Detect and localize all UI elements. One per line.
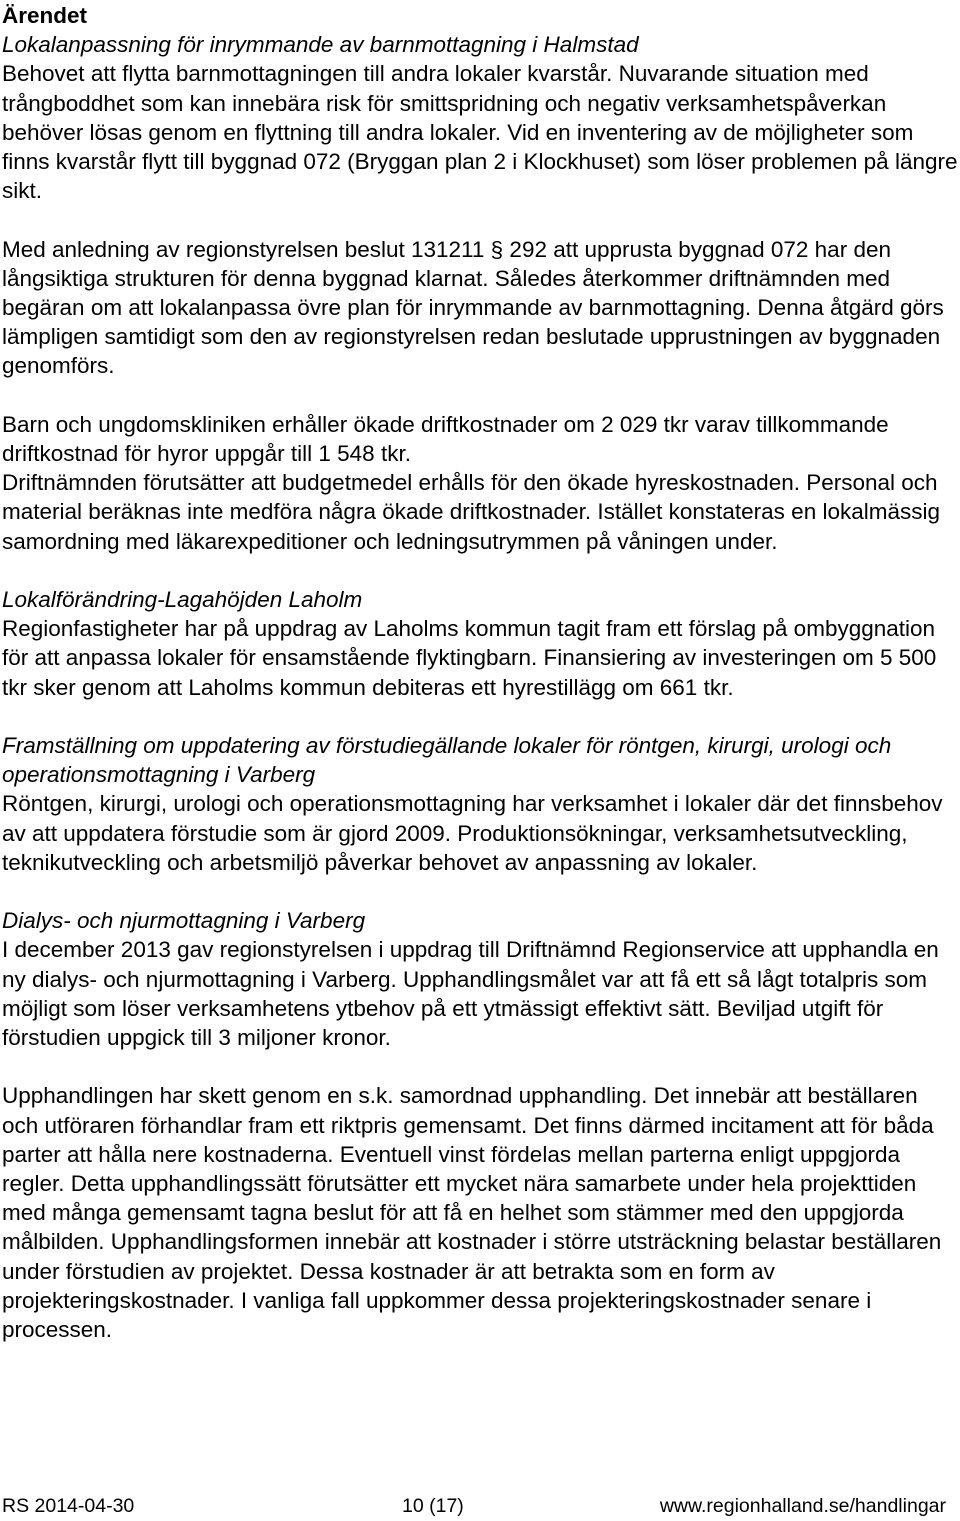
footer-page-number: 10 (17) (402, 1495, 464, 1517)
footer-url: www.regionhalland.se/handlingar (659, 1495, 946, 1517)
document-body (2, 0, 958, 1344)
section-title: Dialys- och njurmottagning i Varberg (2, 908, 366, 934)
section-dialys-varberg (2, 906, 958, 1344)
paragraph: Med anledning av regionstyrelsen beslut 131211 § 292 att upprusta byggnad 072 har den långsiktiga strukturen för denna byggnad klarnat. Således återkommer driftnämnden med begäran om att lokalanpassa övre plan för inrymmande av barnmottagning. Denna åtgärd görs lämpligen samtidigt som den av regionstyrelsen redan beslutade upprustningen av byggnaden genomförs. (2, 236, 944, 379)
footer-date: RS 2014-04-30 (2, 1495, 135, 1517)
page-footer (2, 1493, 946, 1519)
section-forstudie-varberg (2, 731, 958, 906)
paragraph: Röntgen, kirurgi, urologi och operationsmottagning har verksamhet i lokaler där det finnsbehov av att uppdatera förstudie som är gjord 2009. Produktionsökningar, verksamhetsutveckling, teknikutveckling och arbetsmiljö påverkar behovet av anpassning av lokaler. (2, 791, 943, 875)
paragraph: Behovet att flytta barnmottagningen till andra lokaler kvarstår. Nuvarande situation med trångboddhet som kan innebära risk för smittspridning och negativ verksamhetspåverkan behöver lösas genom en flyttning till andra lokaler. Vid en inventering av de möjligheter som finns kvarstår flytt till byggnad 072 (Bryggan plan 2 i Klockhuset) som löser problemen på längre sikt. (2, 61, 958, 204)
section-title: Lokalförändring-Lagahöjden Laholm (2, 587, 363, 613)
page-heading: Ärendet (2, 3, 88, 28)
section-title: Framställning om uppdatering av förstudiegällande lokaler för röntgen, kirurgi, urologi och operationsmottagning i Varberg (2, 733, 892, 788)
section-title: Lokalanpassning för inrymmande av barnmottagning i Halmstad (2, 32, 639, 58)
paragraph: Upphandlingen har skett genom en s.k. samordnad upphandling. Det innebär att beställaren och utföraren förhandlar fram ett riktpris gemensamt. Det finns därmed incitament att för båda parter att hålla nere kostnaderna. Eventuell vinst fördelas mellan parterna enligt uppgjorda regler. Detta upphandlingssätt förutsätter ett mycket nära samarbete under hela projekttiden med många gemensamt tagna beslut för att få en helhet som stämmer med den uppgjorda målbilden. Upphandlingsformen innebär att kostnader i större utsträckning belastar beställaren under förstudien av projektet. Dessa kostnader är att betrakta som en form av projekteringskostnader. I vanliga fall uppkommer dessa projekteringskostnader senare i processen. (2, 1083, 942, 1343)
section-lagahojden (2, 585, 958, 731)
paragraph: Regionfastigheter har på uppdrag av Laholms kommun tagit fram ett förslag på ombyggnation för att anpassa lokaler för ensamstående flyktingbarn. Finansiering av investeringen om 5 500 tkr sker genom att Laholms kommun debiteras ett hyrestillägg om 661 tkr. (2, 616, 937, 700)
paragraph: I december 2013 gav regionstyrelsen i uppdrag till Driftnämnd Regionservice att upphandla en ny dialys- och njurmottagning i Varberg. Upphandlingsmålet var att få ett så lågt totalpris som möjligt som löser verksamhetens ytbehov på ett ytmässigt effektivt sätt. Beviljad utgift för förstudien uppgick till 3 miljoner kronor. (2, 937, 939, 1051)
paragraph: Barn och ungdomskliniken erhåller ökade driftkostnader om 2 029 tkr varav tillkommande driftkostnad för hyror uppgår till 1 548 tkr. Driftnämnden förutsätter att budgetmedel erhålls för den ökade hyreskostnaden. Personal och material beräknas inte medföra några ökade driftkostnader. Istället konstateras en lokalmässig samordning med läkarexpeditioner och ledningsutrymmen på våningen under. (2, 411, 941, 554)
section-barnmottagning (2, 30, 958, 585)
